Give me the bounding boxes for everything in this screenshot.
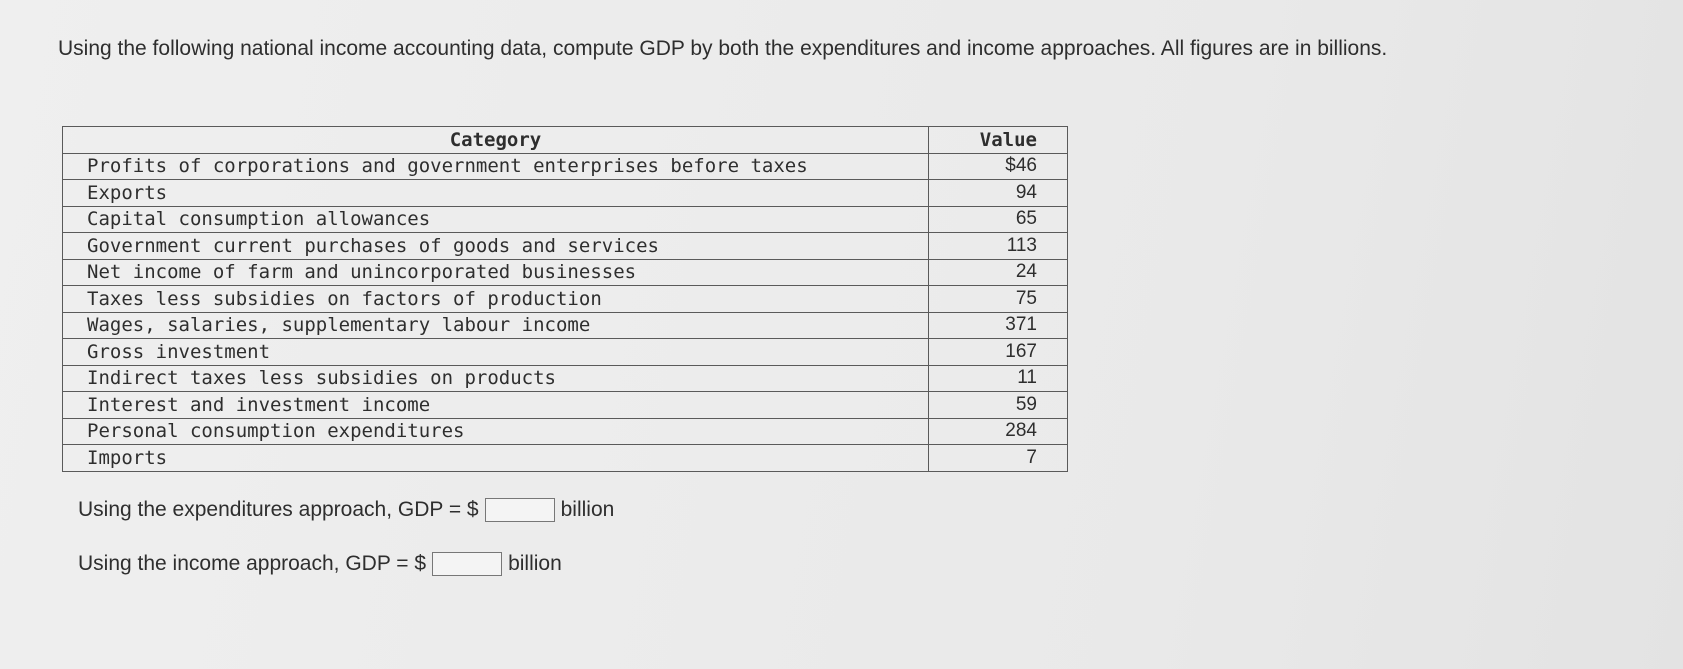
table-row	[63, 259, 1068, 286]
category-cell: Indirect taxes less subsidies on products	[63, 365, 929, 392]
table-row	[63, 312, 1068, 339]
category-cell: Net income of farm and unincorporated businesses	[63, 259, 929, 286]
table-row	[63, 206, 1068, 233]
table-header-row	[63, 127, 1068, 154]
expenditures-gdp-input[interactable]	[485, 498, 555, 522]
value-cell: 113	[929, 233, 1068, 260]
value-column-header: Value	[929, 127, 1068, 154]
category-cell: Exports	[63, 180, 929, 207]
value-cell: 7	[929, 445, 1068, 472]
category-cell: Personal consumption expenditures	[63, 418, 929, 445]
table-row	[63, 286, 1068, 313]
value-cell: 65	[929, 206, 1068, 233]
table-row	[63, 418, 1068, 445]
category-cell: Taxes less subsidies on factors of production	[63, 286, 929, 313]
value-cell: 59	[929, 392, 1068, 419]
category-cell: Imports	[63, 445, 929, 472]
category-cell: Government current purchases of goods and services	[63, 233, 929, 260]
category-cell: Gross investment	[63, 339, 929, 366]
national-income-table	[62, 126, 1068, 472]
value-cell: 75	[929, 286, 1068, 313]
value-cell: 167	[929, 339, 1068, 366]
income-unit-label: billion	[508, 552, 562, 575]
value-cell: 11	[929, 365, 1068, 392]
expenditures-answer-label: Using the expenditures approach, GDP = $	[78, 498, 479, 521]
expenditures-unit-label: billion	[560, 498, 615, 521]
table-row	[63, 445, 1068, 472]
table-row	[63, 365, 1068, 392]
table-row	[63, 392, 1068, 419]
value-cell: 24	[929, 259, 1068, 286]
category-cell: Wages, salaries, supplementary labour income	[63, 312, 929, 339]
table-row	[63, 153, 1068, 180]
category-cell: Interest and investment income	[63, 392, 929, 419]
category-column-header: Category	[63, 127, 929, 154]
question-text: Using the following national income accounting data, compute GDP by both the expenditures and income approaches. All figures are in billions.	[58, 37, 1388, 60]
table-row	[63, 339, 1068, 366]
table-row	[63, 233, 1068, 260]
income-gdp-input[interactable]	[432, 552, 502, 576]
income-answer-row	[78, 552, 562, 576]
expenditures-answer-row	[78, 498, 614, 522]
table-row	[63, 180, 1068, 207]
income-answer-label: Using the income approach, GDP = $	[78, 552, 427, 575]
category-cell: Profits of corporations and government enterprises before taxes	[63, 153, 929, 180]
value-cell: 284	[929, 418, 1068, 445]
category-cell: Capital consumption allowances	[63, 206, 929, 233]
value-cell: 94	[929, 180, 1068, 207]
value-cell: 371	[929, 312, 1068, 339]
value-cell: $46	[929, 153, 1068, 180]
